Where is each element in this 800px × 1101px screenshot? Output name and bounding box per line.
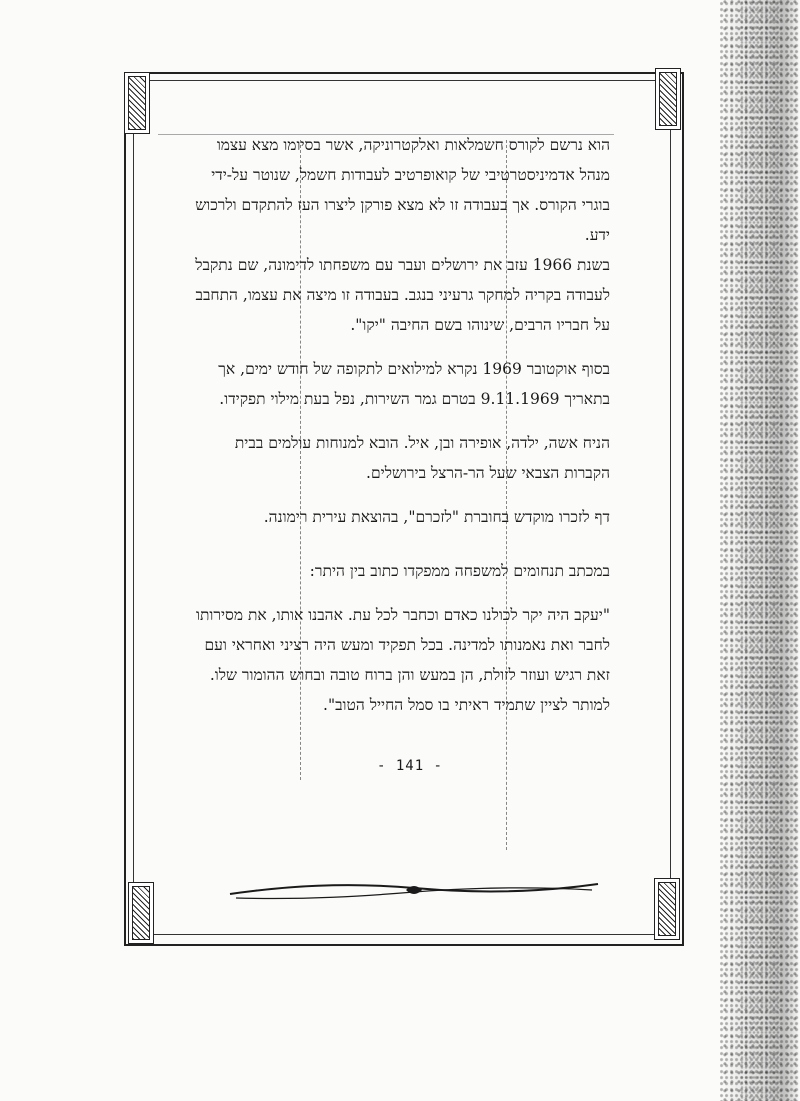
corner-ornament-top-left (124, 72, 150, 134)
corner-ornament-bottom-left (128, 882, 154, 944)
corner-ornament-bottom-right (654, 878, 680, 940)
paragraph: בסוף אוקטובר 1969 נקרא למילואים לתקופה של חודש ימים, אך בתאריך 9.11.1969 בטרם גמר השירות, נפל בעת מילוי תפקידו. (218, 360, 610, 408)
quote-paragraph: "יעקב היה יקר לכולנו כאדם וכחבר לכל עת. אהבנו אותו, את מסירותו לחבר ואת נאמנותו למדינה. בכל תפקיד ומעש היה רציני ואחראי ועם זאת רגיש ועוזר לזולת, הן במעש והן ברוח טובה ובחוש ההומור שלו. למותר לציין שתמיד ראיתי בו סמל החייל הטוב". (195, 606, 610, 714)
corner-ornament-top-right (655, 68, 681, 130)
photocopy-speckle-dots (740, 0, 780, 1101)
paragraph: במכתב תנחומים למשפחה ממפקדו כתוב בין היתר: (309, 562, 610, 580)
document-body (190, 130, 610, 720)
paragraph: דף לזכרו מוקדש בחוברת "לזכרם", בהוצאת עירית רימונה. (263, 508, 610, 526)
paragraph: הוא נרשם לקורס חשמלאות ואלקטרוניקה, אשר בסיומו מצא עצמו מנהל אדמיניסטרטיבי של קואופרטיב לעבודות חשמל, שנוטר על-ידי בוגרי הקורס. אך בעבודה זו לא מצא פורקן ליצרו העז להתקדם ולרכוש ידע. (195, 136, 610, 244)
paragraph: הניח אשה, ילדה, אופירה ובן, איל. הובא למנוחות עולמים בבית הקברות הצבאי שעל הר-הרצל בירושלים. (234, 434, 610, 482)
page-number: - 141 - (376, 758, 443, 774)
paragraph: בשנת 1966 עזב את ירושלים ועבר עם משפחתו לדימונה, שם נתקבל לעבודה בקריה למחקר גרעיני בנגב. בעבודה זו מיצה את עצמו, התחבב על חבריו הרבים, שינוהו בשם החיבה "יקו". (195, 256, 610, 334)
divider-swash-icon (226, 876, 602, 906)
